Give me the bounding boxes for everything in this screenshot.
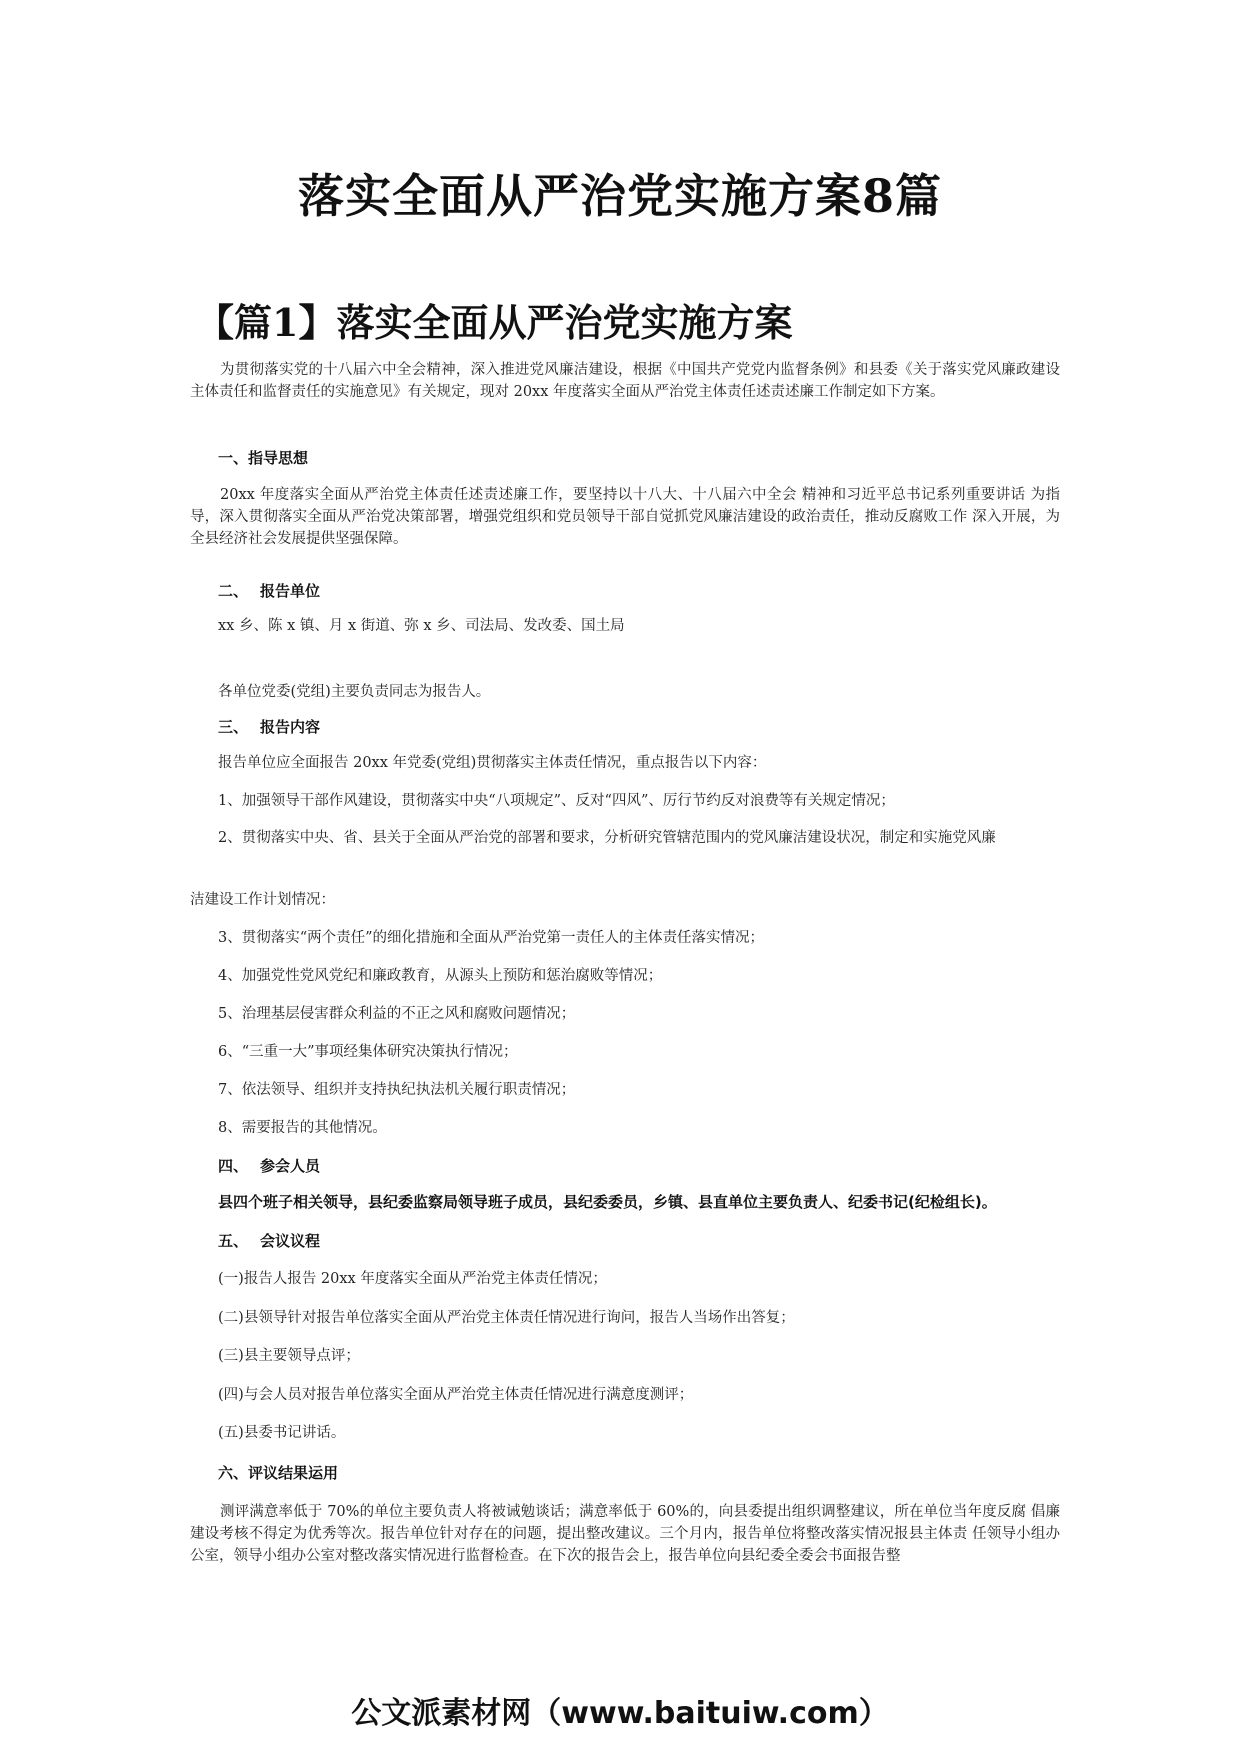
agenda-item: (二)县领导针对报告单位落实全面从严治党主体责任情况进行询问，报告人当场作出答复； [218,1310,795,1326]
agenda-item: (五)县委书记讲话。 [218,1425,346,1441]
section-6-body: 测评满意率低于 70%的单位主要负责人将被诫勉谈话；满意率低于 60%的，向县委提出组织调整建议，所在单位当年度反腐 倡廉建设考核不得定为优秀等次。报告单位针对存在的问题，提出整改建议。三个月内，报告单位将整改落实情况报县主体责 任领导小组办公室，领导小组办公室对整改落实情况进行监督检查。在下次的报告会上，报告单位向县纪委全委会书面报告整 [190,1504,1060,1564]
list-item-continuation: 洁建设工作计划情况： [190,892,335,908]
agenda-item: (一)报告人报告 20xx 年度落实全面从严治党主体责任情况； [218,1271,607,1287]
section-4-number: 四、 [218,1157,249,1175]
section-3-lead: 报告单位应全面报告 20xx 年党委(党组)贯彻落实主体责任情况，重点报告以下内容： [218,755,767,771]
footer-watermark: 公文派素材网（www.baituiw.com） [351,1696,889,1731]
document-title: 落实全面从严治党实施方案8篇 [297,169,942,223]
section-5-title: 会议议程 [260,1232,321,1250]
section-4-title: 参会人员 [260,1157,321,1175]
list-item: 4、加强党性党风党纪和廉政教育，从源头上预防和惩治腐败等情况； [218,968,663,984]
section-2-title: 报告单位 [260,582,321,600]
section-1-heading: 一、指导思想 [218,449,309,467]
list-item: 5、治理基层侵害群众利益的不正之风和腐败问题情况； [218,1006,576,1022]
reporter-note: 各单位党委(党组)主要负责同志为报告人。 [218,684,491,700]
section-2-heading [218,580,320,601]
section-2-number: 二、 [218,582,249,600]
section-6-heading: 六、评议结果运用 [218,1464,339,1482]
section-5-number: 五、 [218,1232,249,1250]
agenda-item: (三)县主要领导点评； [218,1348,360,1364]
list-item: 3、贯彻落实“两个责任”的细化措施和全面从严治党第一责任人的主体责任落实情况； [218,930,765,946]
agenda-item: (四)与会人员对报告单位落实全面从严治党主体责任情况进行满意度测评； [218,1387,694,1403]
section-3-title: 报告内容 [260,718,321,736]
section-1-body: 20xx 年度落实全面从严治党主体责任述责述廉工作，要坚持以十八大、十八届六中全会 精神和习近平总书记系列重要讲话 为指导，深入贯彻落实全面从严治党决策部署，增强党组织和党员领导干部自觉抓党风廉洁建设的政治责任，推动反腐败工作 深入开展，为全县经济社会发展提供坚强保障。 [190,487,1060,547]
section-5-heading [218,1230,320,1251]
report-units: xx 乡、陈 x 镇、月 x 街道、弥 x 乡、司法局、发改委、国土局 [218,618,625,634]
section-3-number: 三、 [218,718,249,736]
list-item: 7、依法领导、组织并支持执纪执法机关履行职责情况； [218,1082,576,1098]
part-title: 【篇1】落实全面从严治党实施方案 [196,300,793,345]
list-item: 6、“三重一大”事项经集体研究决策执行情况； [218,1044,518,1060]
list-item: 1、加强领导干部作风建设，贯彻落实中央“八项规定”、反对“四风”、厉行节约反对浪费等有关规定情况； [218,793,895,809]
list-item: 2、贯彻落实中央、省、县关于全面从严治党的部署和要求，分析研究管辖范围内的党风廉洁建设状况，制定和实施党风廉 [218,830,996,846]
intro-paragraph: 为贯彻落实党的十八届六中全会精神，深入推进党风廉洁建设，根据《中国共产党党内监督条例》和县委《关于落实党风廉政建设主体责任和监督责任的实施意见》有关规定，现对 20xx 年度落实全面从严治党主体责任述责述廉工作制定如下方案。 [190,362,1060,400]
list-item: 8、需要报告的其他情况。 [218,1120,387,1136]
section-3-heading [218,716,320,737]
section-4-heading [218,1155,320,1176]
section-4-body: 县四个班子相关领导，县纪委监察局领导班子成员，县纪委委员，乡镇、县直单位主要负责人、纪委书记(纪检组长)。 [218,1193,997,1211]
